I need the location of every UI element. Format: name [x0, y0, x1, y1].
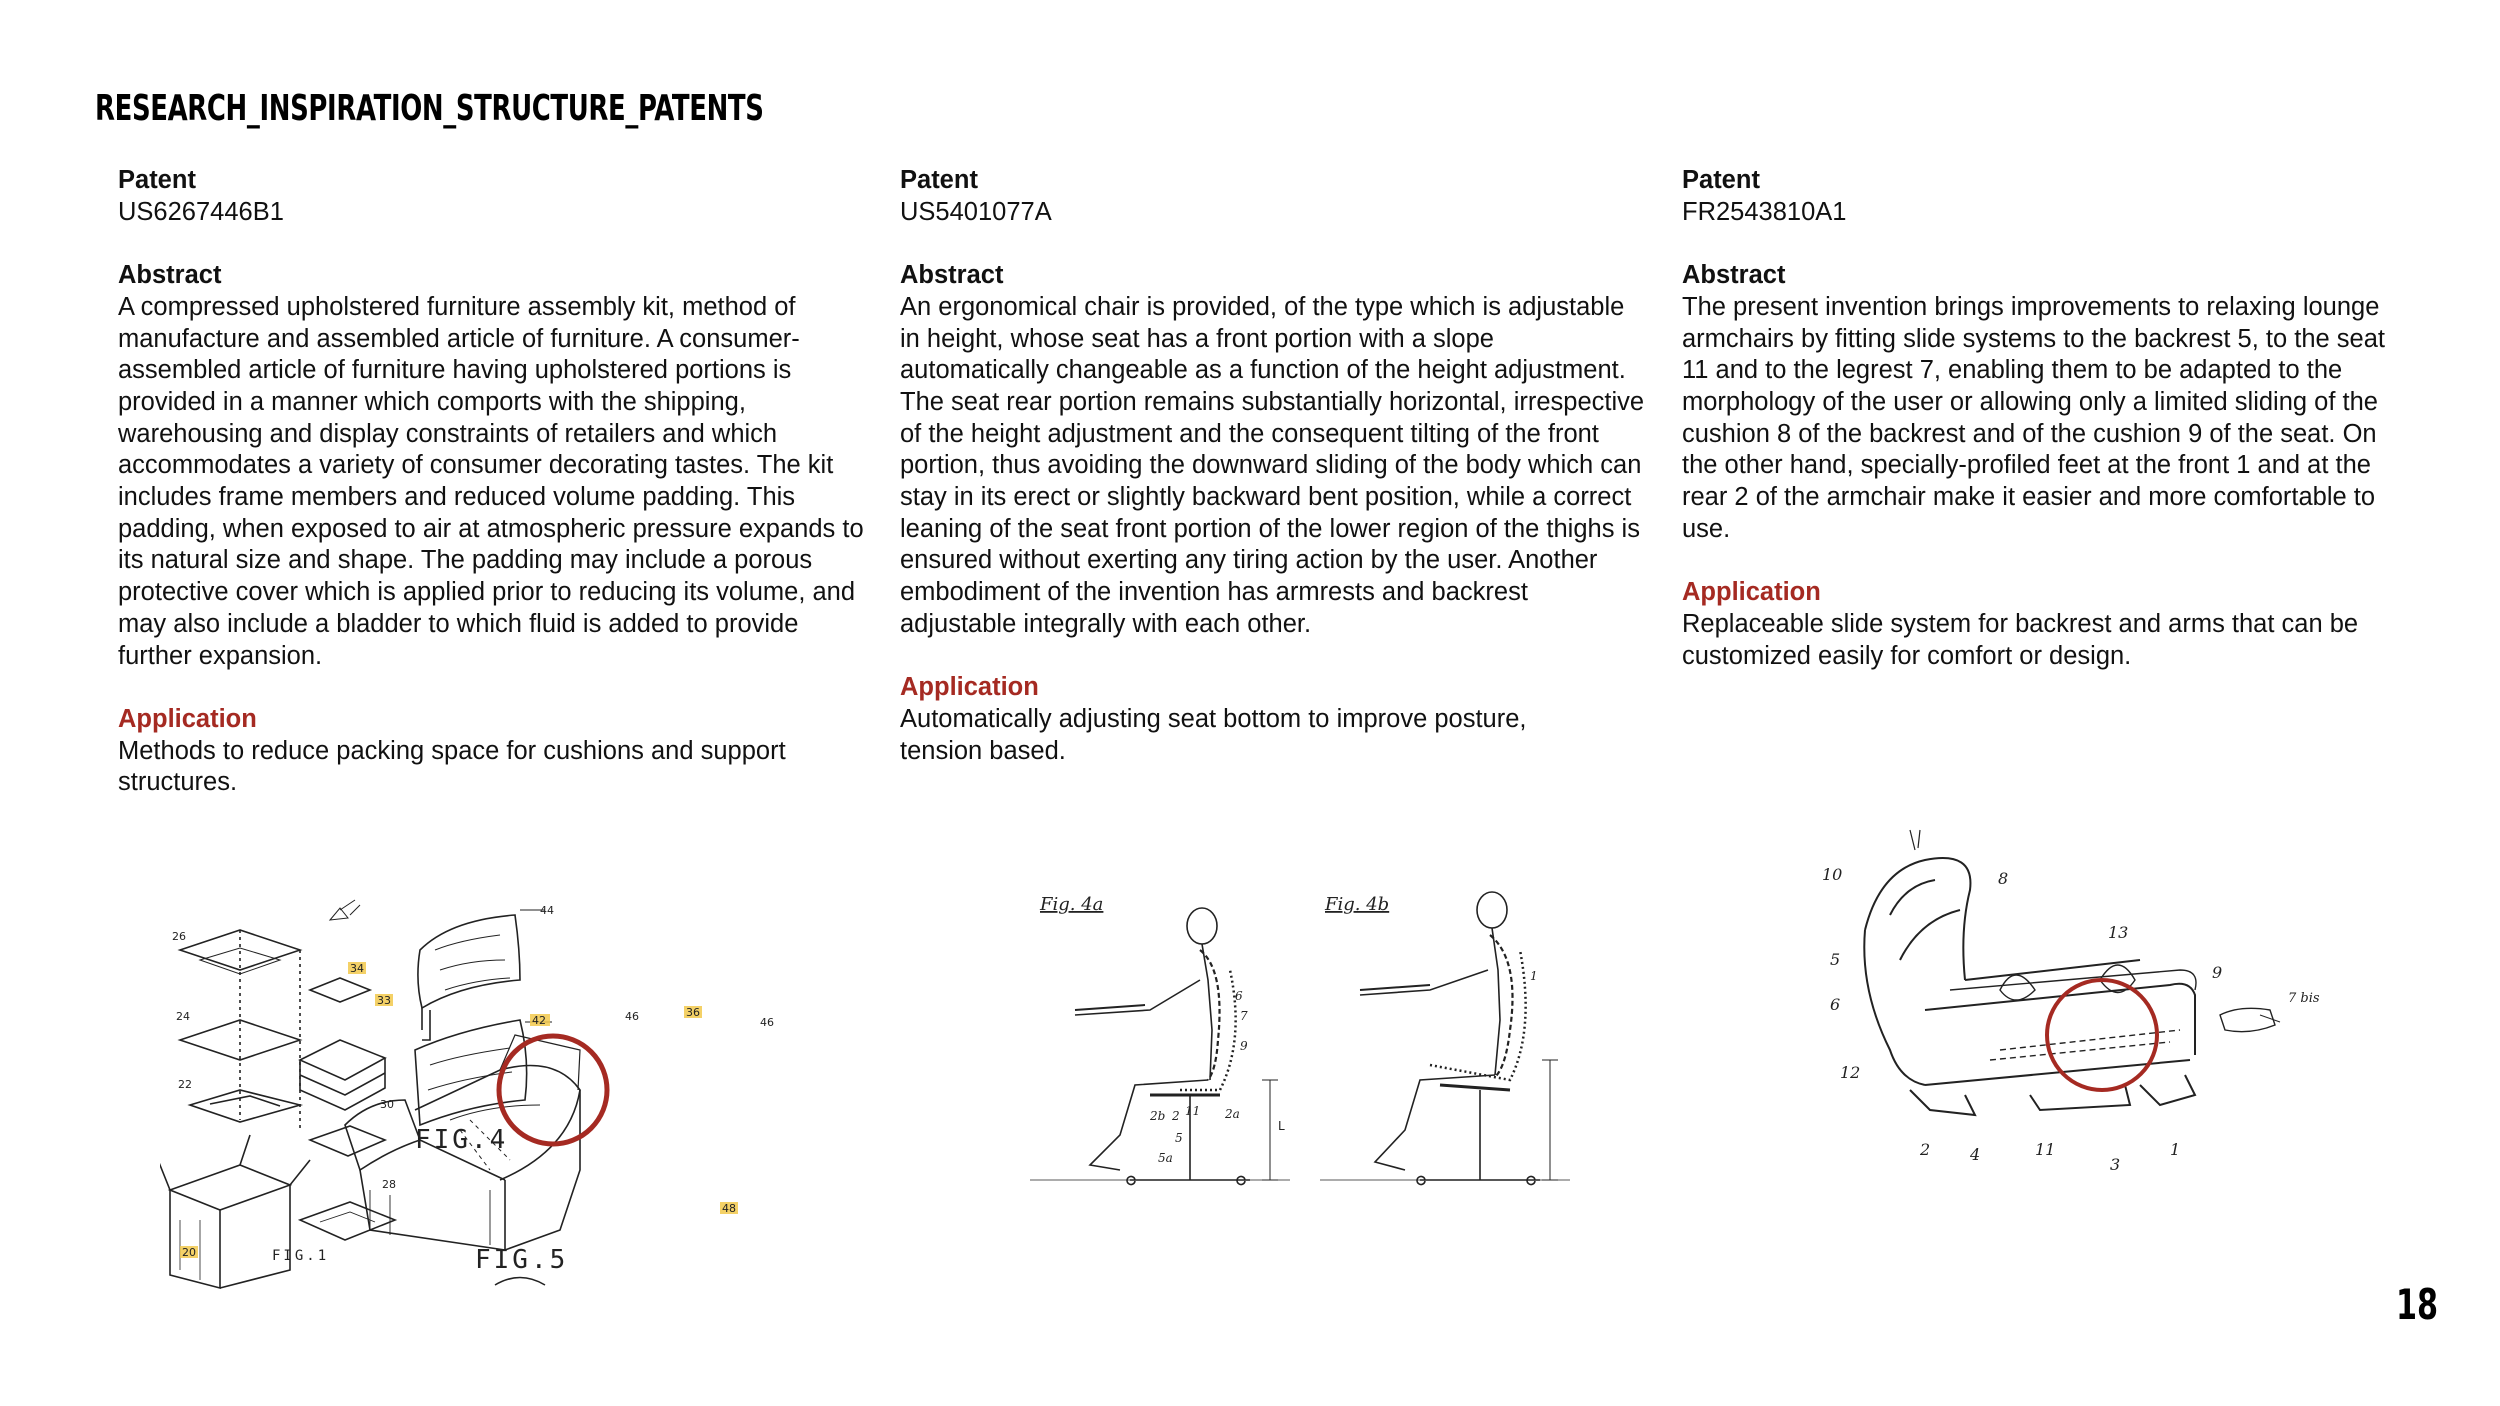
application-label: Application [1682, 578, 1821, 607]
patent-figure-ergonomic-chair [1030, 880, 1570, 1200]
highlight-circle [499, 1036, 607, 1144]
patent-label: Patent [1682, 166, 1760, 194]
figure-caption: FIG.5 [475, 1245, 569, 1275]
callout-label: 33 [377, 994, 391, 1007]
callout-label: 2 [1172, 1109, 1180, 1123]
callout-label: 34 [350, 962, 364, 975]
patent-figure-furniture-kit [160, 890, 840, 1290]
patent-label: Patent [118, 166, 196, 194]
callout-label: 46 [625, 1010, 639, 1023]
abstract-text: An ergonomical chair is provided, of the type which is adjustable in height, whose seat has a front portion with a slope automatically changeable as a function of the height adjustment. The seat rear portion remains substantially horizontal, irrespective of the height adjustment and the consequent tilting of the front portion, thus avoiding the downward sliding of the body which can stay in its erect or slightly backward bent position, while a correct leaning of the seat front portion of the lower region of the thighs is ensured without exerting any tiring action by the user. Another embodiment of the invention has armrests and backrest adjustable integrally with each other. [900, 292, 1645, 638]
abstract-label: Abstract [1682, 261, 1786, 290]
application-label: Application [900, 673, 1039, 702]
callout-label: 36 [686, 1006, 700, 1019]
callout-label: 28 [382, 1178, 396, 1191]
callout-label: 5a [1158, 1151, 1173, 1165]
callout-label: 11 [1185, 1104, 1201, 1118]
callout-label: 7 bis [2288, 991, 2320, 1006]
callout-label: 5 [1175, 1131, 1183, 1145]
abstract-label: Abstract [118, 261, 222, 290]
callout-label: 9 [2212, 963, 2223, 982]
callout-label: L [1278, 1119, 1285, 1133]
callout-label: 22 [178, 1078, 192, 1091]
exploded-box-drawing [160, 900, 395, 1288]
page-title: RESEARCH_INSPIRATION_STRUCTURE_PATENTS [95, 88, 764, 129]
figure-caption: FIG.1 [272, 1248, 330, 1264]
patent-column-1 [118, 165, 888, 799]
callout-label: 20 [182, 1246, 196, 1259]
callout-label: 10 [1822, 865, 1843, 884]
callout-label: 1 [2170, 1140, 2181, 1159]
patent-number: US5401077A [900, 197, 1052, 226]
callout-label: 46 [760, 1016, 774, 1029]
callout-label: 13 [2108, 923, 2129, 942]
callout-label: 2 [1920, 1140, 1931, 1159]
patent-label: Patent [900, 166, 978, 194]
callout-label: 30 [380, 1098, 394, 1111]
application-text: Methods to reduce packing space for cushions and support structures. [118, 736, 786, 797]
patent-column-2 [900, 165, 1670, 767]
callout-label: 9 [1240, 1039, 1248, 1053]
figure-caption: Fig. 4b [1325, 894, 1390, 915]
callout-label: 4 [1970, 1145, 1981, 1164]
patent-figure-lounge-armchair [1800, 810, 2360, 1190]
callout-label: 11 [2035, 1140, 2056, 1159]
application-text: Replaceable slide system for backrest and arms that can be customized easily for comfort or design. [1682, 609, 2359, 670]
figure-caption: Fig. 4a [1040, 894, 1104, 915]
application-text: Automatically adjusting seat bottom to improve posture, tension based. [900, 704, 1527, 765]
callout-label: 6 [1235, 989, 1243, 1003]
application-label: Application [118, 704, 257, 733]
seated-figure-4a [1030, 908, 1290, 1185]
callout-label: 48 [722, 1202, 736, 1215]
callout-label: 7 [1240, 1009, 1248, 1023]
patent-column-3 [1682, 165, 2452, 672]
abstract-text: A compressed upholstered furniture assembly kit, method of manufacture and assembled article of furniture. A consumer-assembled article of furniture having upholstered portions is provided in a manner which comports with the shipping, warehousing and display constraints of retailers and which accommodates a variety of consumer decorating tastes. The kit includes frame members and reduced volume padding. This padding, when exposed to air at atmospheric pressure expands to its natural size and shape. The padding may include a porous protective cover which is applied prior to reducing its volume, and may also include a bladder to which fluid is added to provide further expansion. [118, 292, 864, 670]
callout-label: 8 [1998, 869, 2009, 888]
callout-label: 42 [532, 1014, 546, 1027]
patent-number: US6267446B1 [118, 197, 284, 226]
callout-label: 12 [1840, 1063, 1861, 1082]
abstract-label: Abstract [900, 261, 1004, 290]
callout-label: 3 [2110, 1155, 2121, 1174]
callout-label: 6 [1830, 995, 1841, 1014]
patent-number: FR2543810A1 [1682, 197, 1847, 226]
callout-label: 24 [176, 1010, 190, 1023]
callout-label: 2b [1150, 1109, 1166, 1123]
seated-figure-4b [1320, 892, 1570, 1185]
page-number: 18 [2396, 1280, 2439, 1329]
callout-label: 1 [1530, 969, 1538, 983]
callout-label: 5 [1830, 950, 1841, 969]
callout-label: 26 [172, 930, 186, 943]
callout-label: 44 [540, 904, 554, 917]
callout-label: 2a [1225, 1107, 1240, 1121]
abstract-text: The present invention brings improvements to relaxing lounge armchairs by fitting slide systems to the backrest 5, to the seat 11 and to the legrest 7, enabling them to be adapted to the morphology of the user or allowing only a limited sliding of the cushion 8 of the backrest and of the cushion 9 of the seat. On the other hand, specially-profiled feet at the front 1 and at the rear 2 of the armchair make it easier and more comfortable to use. [1682, 292, 2385, 543]
figure-caption: FIG.4 [415, 1125, 509, 1155]
